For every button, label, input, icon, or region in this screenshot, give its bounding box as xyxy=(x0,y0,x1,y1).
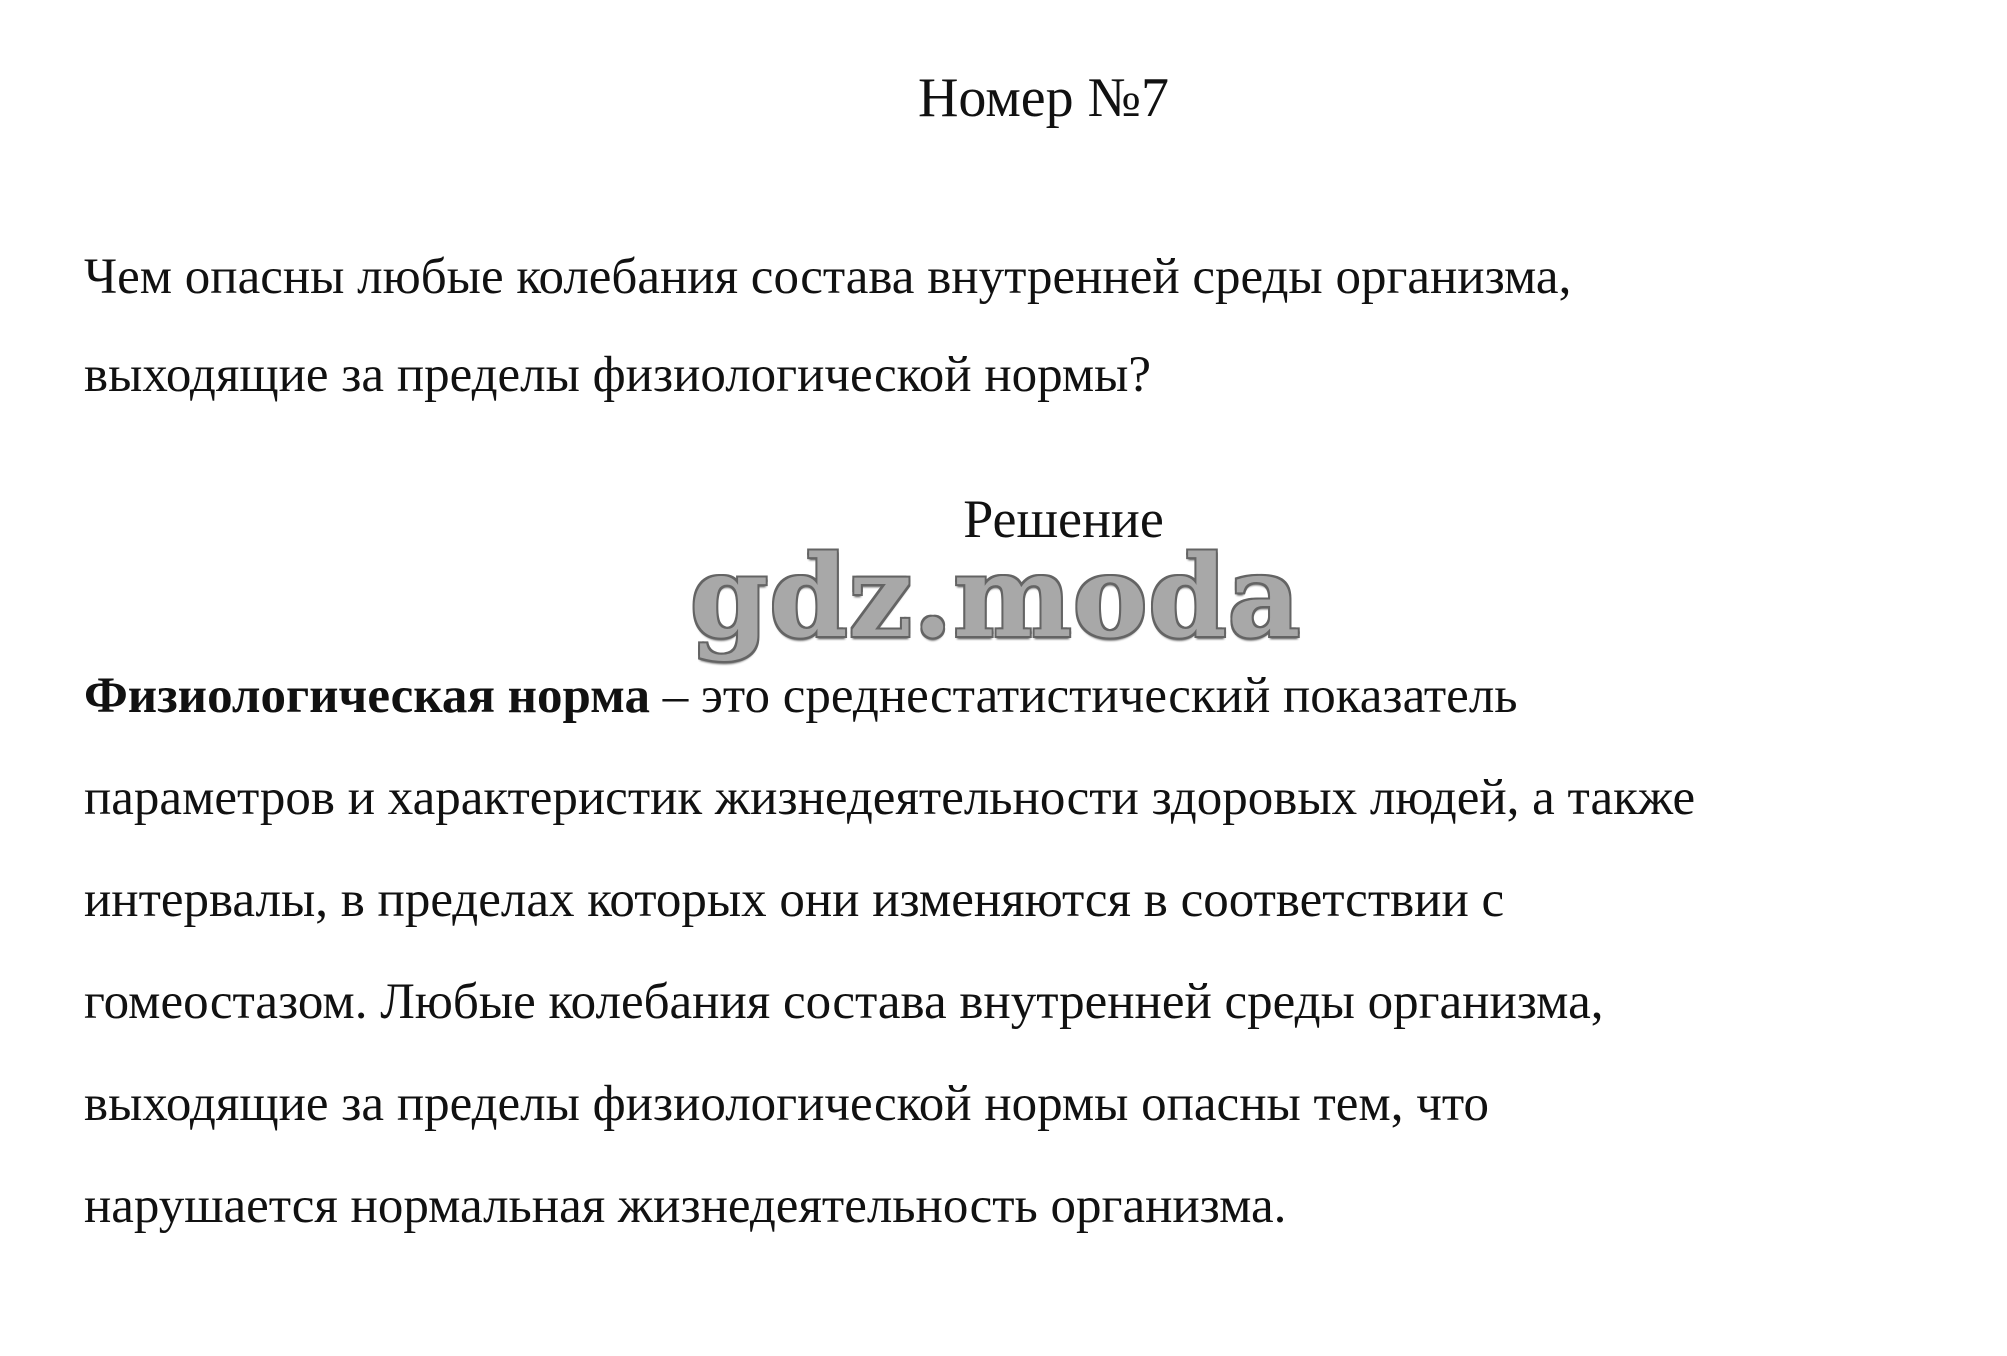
answer-line-rest: – это среднестатистический показатель xyxy=(650,668,1518,724)
question-text xyxy=(84,228,1964,424)
answer-line: гомеостазом. Любые колебания состава внутренней среды организма, xyxy=(84,974,1604,1030)
question-line: выходящие за пределы физиологической нормы? xyxy=(84,347,1152,403)
answer-line: интервалы, в пределах которых они изменяются в соответствии с xyxy=(84,872,1505,928)
question-line: Чем опасны любые колебания состава внутренней среды организма, xyxy=(84,249,1572,305)
answer-line: выходящие за пределы физиологической нормы опасны тем, что xyxy=(84,1076,1489,1132)
defined-term: Физиологическая норма xyxy=(84,668,651,724)
watermark-logo: gdz.moda xyxy=(690,532,1302,663)
answer-text xyxy=(84,645,1984,1257)
answer-line: нарушается нормальная жизнедеятельность организма. xyxy=(84,1178,1287,1234)
answer-line: параметров и характеристик жизнедеятельности здоровых людей, а также xyxy=(84,770,1696,826)
problem-title: Номер №7 xyxy=(917,67,1170,129)
answer-line xyxy=(84,645,1984,747)
solution-heading: Решение xyxy=(963,489,1164,549)
